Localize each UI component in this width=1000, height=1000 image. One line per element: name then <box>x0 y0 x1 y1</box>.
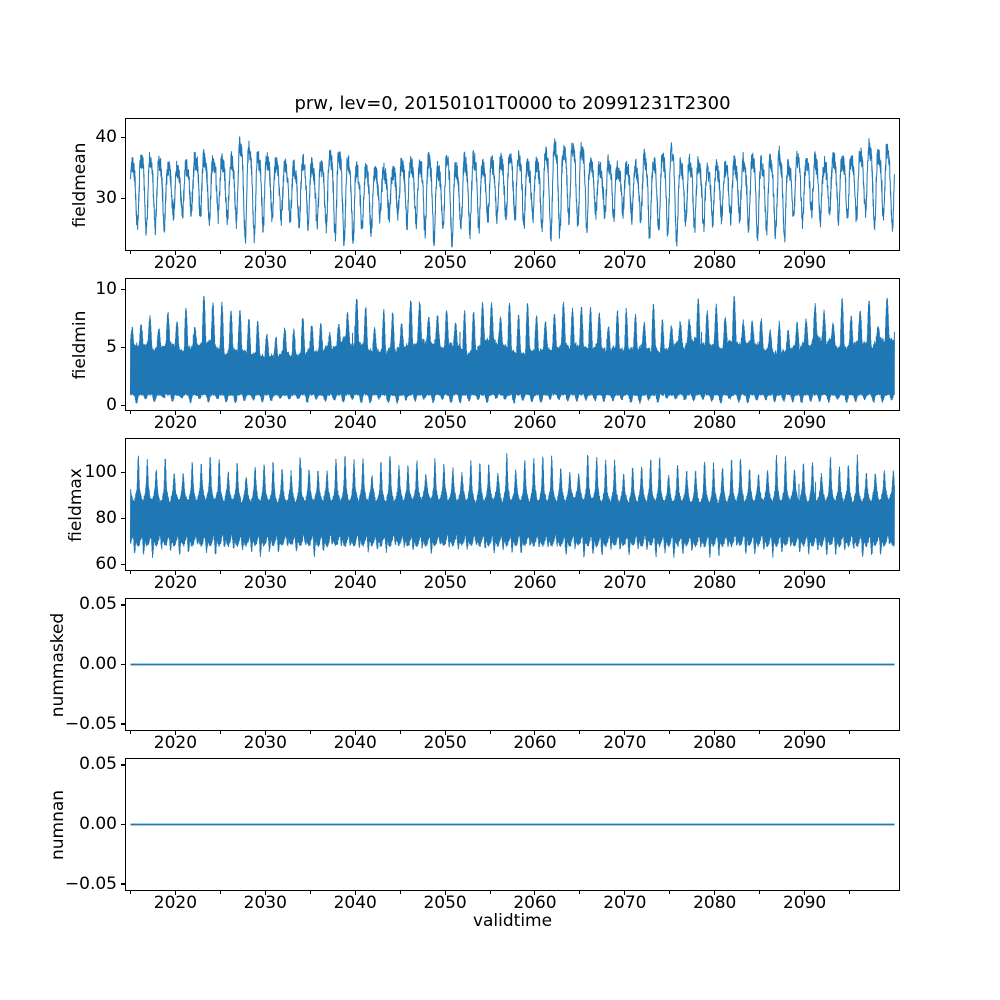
x-minor-tick <box>849 251 850 254</box>
y-tick-label: 40 <box>95 126 117 147</box>
x-tick-label: 2050 <box>423 413 467 433</box>
x-tick-label: 2080 <box>693 573 737 593</box>
ylabel-fieldmax: fieldmax <box>66 467 86 542</box>
axes-fieldmax <box>125 438 900 571</box>
y-tick-label: 0.05 <box>79 594 117 615</box>
x-tick-label: 2040 <box>333 733 377 753</box>
y-tick-label: −0.05 <box>64 713 117 734</box>
x-tick-label: 2090 <box>782 253 827 273</box>
x-minor-tick <box>490 251 491 254</box>
y-major-tick <box>121 764 125 765</box>
y-tick-label: 60 <box>95 553 117 574</box>
x-minor-tick <box>220 571 221 574</box>
x-minor-tick <box>400 411 401 414</box>
y-tick-label: 10 <box>95 278 117 299</box>
x-minor-tick <box>759 731 760 734</box>
x-minor-tick <box>759 251 760 254</box>
series-fieldmean <box>126 119 899 250</box>
x-minor-tick <box>310 731 311 734</box>
y-tick-label: 5 <box>106 336 117 357</box>
line-fieldmax <box>130 454 894 558</box>
y-major-tick <box>121 824 125 825</box>
x-tick-label: 2030 <box>243 733 287 753</box>
y-tick-label: −0.05 <box>64 873 117 894</box>
x-minor-tick <box>669 411 670 414</box>
axes-numnan <box>125 758 900 891</box>
y-major-tick <box>121 604 125 605</box>
x-tick-label: 2020 <box>153 573 198 593</box>
y-major-tick <box>121 518 125 519</box>
x-tick-label: 2060 <box>513 573 557 593</box>
x-minor-tick <box>669 571 670 574</box>
series-fieldmax <box>126 439 899 570</box>
y-major-tick <box>121 137 125 138</box>
x-tick-label: 2060 <box>513 893 557 913</box>
x-tick-label: 2050 <box>423 573 467 593</box>
x-minor-tick <box>400 731 401 734</box>
x-minor-tick <box>669 891 670 894</box>
x-minor-tick <box>849 891 850 894</box>
x-tick-label: 2030 <box>243 413 287 433</box>
x-tick-label: 2040 <box>333 573 377 593</box>
y-tick-label: 0.05 <box>79 754 117 775</box>
y-tick-label: 0.00 <box>79 654 117 674</box>
x-minor-tick <box>220 411 221 414</box>
x-tick-label: 2040 <box>333 253 377 273</box>
x-minor-tick <box>579 891 580 894</box>
x-tick-label: 2070 <box>603 733 647 753</box>
x-minor-tick <box>130 731 131 734</box>
y-major-tick <box>121 564 125 565</box>
x-minor-tick <box>759 411 760 414</box>
x-minor-tick <box>490 731 491 734</box>
axes-fieldmean <box>125 118 900 251</box>
x-minor-tick <box>579 411 580 414</box>
y-major-tick <box>121 883 125 884</box>
line-fieldmean <box>130 137 894 247</box>
x-minor-tick <box>490 411 491 414</box>
ylabel-fieldmean: fieldmean <box>70 142 90 227</box>
x-tick-label: 2050 <box>423 733 467 753</box>
x-minor-tick <box>130 251 131 254</box>
x-tick-label: 2040 <box>333 893 377 913</box>
x-minor-tick <box>220 731 221 734</box>
x-tick-label: 2080 <box>693 253 737 273</box>
x-tick-label: 2060 <box>513 733 557 753</box>
x-minor-tick <box>130 411 131 414</box>
series-nummasked <box>126 599 899 730</box>
x-minor-tick <box>400 571 401 574</box>
x-minor-tick <box>849 411 850 414</box>
x-minor-tick <box>849 731 850 734</box>
x-minor-tick <box>310 251 311 254</box>
x-tick-label: 2050 <box>423 893 467 913</box>
series-numnan <box>126 759 899 890</box>
ylabel-fieldmin: fieldmin <box>70 310 90 379</box>
x-minor-tick <box>130 891 131 894</box>
x-minor-tick <box>669 731 670 734</box>
x-minor-tick <box>579 571 580 574</box>
x-minor-tick <box>310 411 311 414</box>
x-minor-tick <box>130 571 131 574</box>
y-tick-label: 80 <box>95 507 117 528</box>
x-tick-label: 2050 <box>423 253 467 273</box>
x-tick-label: 2060 <box>513 253 557 273</box>
x-minor-tick <box>579 731 580 734</box>
x-tick-label: 2090 <box>782 413 827 433</box>
y-tick-label: 0.00 <box>79 814 117 834</box>
x-minor-tick <box>759 571 760 574</box>
x-tick-label: 2090 <box>782 893 827 913</box>
x-tick-label: 2020 <box>153 413 198 433</box>
x-tick-label: 2090 <box>782 573 827 593</box>
x-tick-label: 2060 <box>513 413 557 433</box>
x-tick-label: 2070 <box>603 413 647 433</box>
x-tick-label: 2030 <box>243 573 287 593</box>
x-tick-label: 2070 <box>603 573 647 593</box>
plot-title: prw, lev=0, 20150101T0000 to 20991231T2300 <box>294 93 731 114</box>
x-tick-label: 2020 <box>153 253 198 273</box>
x-tick-label: 2070 <box>603 893 647 913</box>
x-minor-tick <box>490 571 491 574</box>
x-minor-tick <box>220 251 221 254</box>
x-tick-label: 2020 <box>153 893 198 913</box>
x-tick-label: 2080 <box>693 413 737 433</box>
y-major-tick <box>121 664 125 665</box>
y-major-tick <box>121 289 125 290</box>
x-tick-label: 2030 <box>243 253 287 273</box>
axes-nummasked <box>125 598 900 731</box>
y-major-tick <box>121 198 125 199</box>
x-tick-label: 2070 <box>603 253 647 273</box>
x-minor-tick <box>220 891 221 894</box>
x-tick-label: 2090 <box>782 733 827 753</box>
x-minor-tick <box>849 571 850 574</box>
x-tick-label: 2030 <box>243 893 287 913</box>
y-major-tick <box>121 472 125 473</box>
x-minor-tick <box>400 251 401 254</box>
x-axis-label: validtime <box>472 911 553 931</box>
ylabel-nummasked: nummasked <box>48 612 68 717</box>
y-tick-label: 100 <box>84 461 117 482</box>
ylabel-numnan: numnan <box>48 789 68 860</box>
x-tick-label: 2080 <box>693 733 737 753</box>
y-major-tick <box>121 347 125 348</box>
x-tick-label: 2040 <box>333 413 377 433</box>
y-major-tick <box>121 405 125 406</box>
y-tick-label: 0 <box>106 394 117 415</box>
x-minor-tick <box>490 891 491 894</box>
x-minor-tick <box>579 251 580 254</box>
y-tick-label: 30 <box>95 188 117 209</box>
x-minor-tick <box>759 891 760 894</box>
line-fieldmin <box>130 296 894 403</box>
x-tick-label: 2080 <box>693 893 737 913</box>
x-tick-label: 2020 <box>153 733 198 753</box>
x-minor-tick <box>310 571 311 574</box>
y-major-tick <box>121 723 125 724</box>
x-minor-tick <box>400 891 401 894</box>
axes-fieldmin <box>125 278 900 411</box>
x-minor-tick <box>310 891 311 894</box>
x-minor-tick <box>669 251 670 254</box>
series-fieldmin <box>126 279 899 410</box>
